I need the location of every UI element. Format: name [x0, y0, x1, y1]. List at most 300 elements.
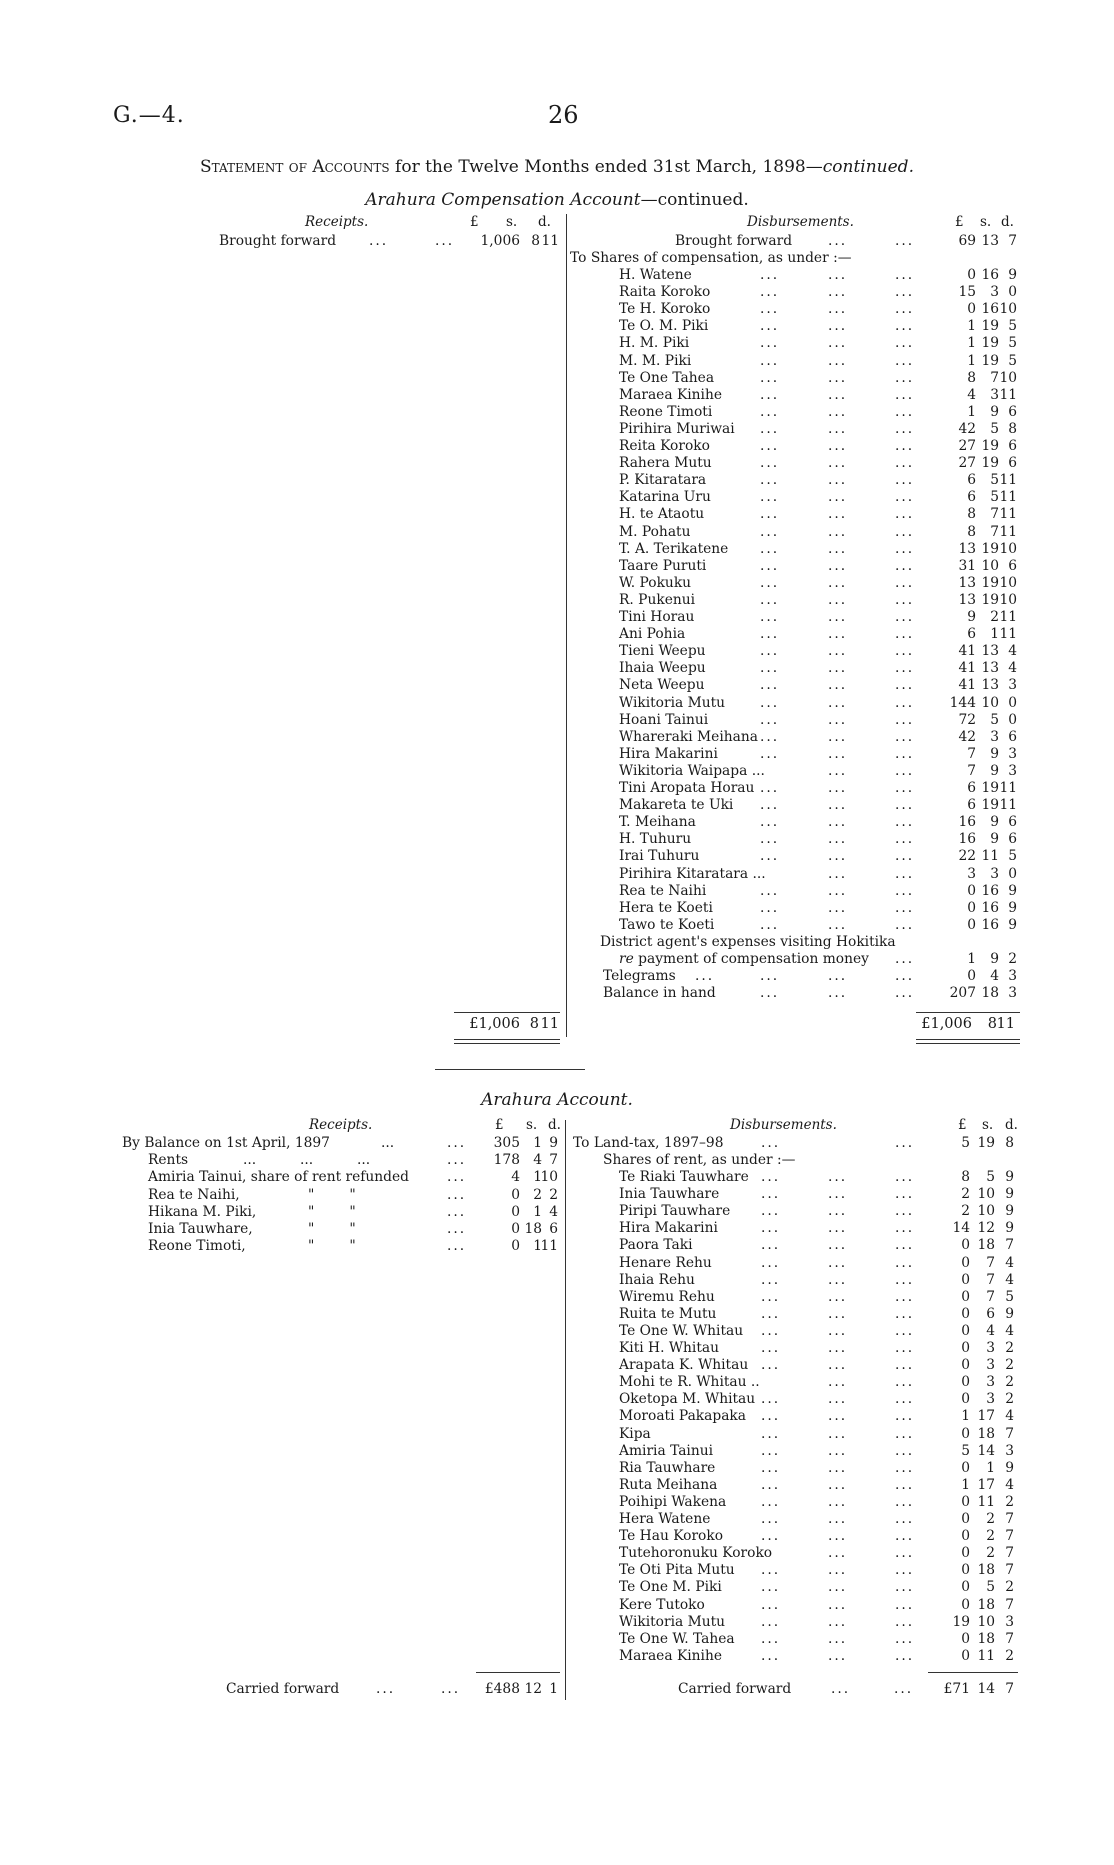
section1-receipts-total-rule-top — [454, 1012, 560, 1013]
amount-l: 8 — [967, 369, 976, 386]
disb-row — [573, 1306, 1018, 1323]
amount-l: 6 — [967, 489, 976, 506]
dots: ... — [895, 1340, 915, 1356]
dots: ... — [895, 1169, 915, 1185]
dots: ... — [895, 1374, 915, 1391]
dots: ... — [828, 472, 848, 489]
amount-s: 18 — [977, 1596, 995, 1613]
amount-l: 3 — [967, 865, 976, 882]
receipt-mid: " " — [308, 1238, 356, 1255]
amount-d: 11 — [999, 386, 1017, 403]
amount-d: 2 — [1005, 1357, 1014, 1374]
amount-s: 14 — [977, 1681, 995, 1697]
section2-receipts-carried — [226, 1681, 560, 1698]
amount-l: 16 — [958, 831, 976, 848]
amount-d: 11 — [540, 1238, 558, 1255]
disb-row — [570, 746, 1020, 763]
dots: ... — [895, 318, 915, 335]
receipt-label: Inia Tauwhare, — [148, 1221, 253, 1237]
receipt-label: Rents — [148, 1152, 189, 1169]
dots: ... — [761, 1408, 781, 1425]
amount-d: 4 — [1005, 1322, 1014, 1339]
disb-row — [570, 780, 1020, 797]
carried-label: Carried forward — [678, 1681, 792, 1697]
dots: ... — [894, 1681, 914, 1697]
disb-row — [570, 866, 1020, 883]
dots: ... — [895, 369, 915, 386]
disb-row — [573, 1528, 1018, 1545]
amount-d: 11 — [541, 233, 559, 249]
amount-l: 13 — [958, 591, 976, 608]
amount-d: 4 — [1005, 1476, 1014, 1493]
disb-row — [570, 797, 1020, 814]
amount-l: 41 — [958, 643, 976, 660]
amount-d: 7 — [1005, 1237, 1014, 1254]
dots: ... — [760, 694, 780, 711]
amount-l: 69 — [958, 233, 976, 249]
dots: ... — [895, 1237, 915, 1254]
dots: ... — [895, 420, 915, 437]
amount-d: 9 — [1005, 1186, 1014, 1203]
amount-d: 7 — [1005, 1681, 1014, 1697]
amount-l: £71 — [943, 1681, 970, 1697]
dots: ... — [760, 455, 780, 472]
dots: ... — [828, 1391, 848, 1408]
dots: ... — [761, 1476, 781, 1493]
amount-s: 16 — [981, 916, 999, 933]
amount-d: 3 — [1008, 984, 1017, 1001]
dots: ... — [760, 984, 780, 1001]
receipt-mid: ... ... ... — [243, 1152, 371, 1169]
section2-receipts-col-l: £ — [495, 1117, 504, 1133]
section2-disb-header: Disbursements. — [730, 1117, 837, 1133]
section2-disb-col-s: s. — [982, 1117, 994, 1133]
payee-name: T. Meihana — [619, 814, 696, 831]
disb-row — [573, 1340, 1018, 1357]
disb-row — [570, 575, 1020, 592]
amount-d: 2 — [1005, 1374, 1014, 1391]
amount-l: 15 — [958, 284, 976, 301]
receipt-label: Rea te Naihi, — [148, 1186, 240, 1203]
amount-s: 19 — [981, 780, 999, 796]
payee-name: Henare Rehu — [619, 1254, 712, 1271]
dots: ... — [441, 1681, 461, 1697]
receipt-mid: ... — [381, 1135, 395, 1151]
section1-receipts-col-d: d. — [538, 214, 551, 230]
section1-disb-col-s: s. — [980, 214, 992, 230]
dots: ... — [761, 1528, 781, 1545]
payee-name: Te H. Koroko — [619, 301, 711, 318]
dots: ... — [895, 677, 915, 694]
dots: ... — [761, 1220, 781, 1237]
amount-d: 2 — [1008, 950, 1017, 967]
dots: ... — [760, 472, 780, 489]
amount-s: 7 — [986, 1271, 995, 1288]
amount-s: 3 — [990, 284, 999, 301]
dots: ... — [828, 797, 848, 814]
amount-l: 0 — [961, 1322, 970, 1339]
dots: ... — [828, 1220, 848, 1237]
amount-d: 9 — [549, 1135, 558, 1151]
dots: ... — [760, 797, 780, 814]
amount-l: 0 — [961, 1425, 970, 1442]
dots: ... — [761, 1459, 781, 1476]
amount-d: 7 — [1005, 1630, 1014, 1647]
amount-d: 8 — [1008, 420, 1017, 437]
payee-name: Oketopa M. Whitau — [619, 1391, 756, 1408]
section-separator — [435, 1069, 585, 1070]
landtax-label: To Land-tax, 1897–98 — [573, 1135, 724, 1151]
shares-heading: Shares of rent, as under :— — [603, 1152, 796, 1168]
payee-name: M. M. Piki — [619, 352, 692, 369]
dots: ... — [760, 318, 780, 335]
section1-title-italic: Arahura Compensation Account — [365, 190, 641, 210]
payee-name: R. Pukenui — [619, 591, 696, 608]
payee-name: Maraea Kinihe — [619, 1647, 723, 1664]
dots: ... — [760, 267, 780, 283]
payee-name: Te One W. Whitau — [619, 1322, 744, 1339]
payee-name: Tini Horau — [619, 609, 695, 625]
section2-disb-col-l: £ — [958, 1117, 967, 1133]
amount-d: 6 — [1008, 728, 1017, 745]
amount-d: 11 — [999, 609, 1017, 625]
dots: ... — [760, 899, 780, 916]
dots: ... — [895, 797, 915, 814]
dots: ... — [376, 1681, 396, 1697]
dots: ... — [895, 472, 915, 489]
amount-l: 27 — [958, 455, 976, 472]
payee-name: Wikitoria Waipapa ... — [619, 762, 765, 779]
section1-disb-header: Disbursements. — [747, 214, 854, 230]
dots: ... — [761, 1493, 781, 1510]
dots: ... — [761, 1613, 781, 1630]
amount-l: 0 — [961, 1254, 970, 1271]
dots: ... — [761, 1271, 781, 1288]
amount-l: 0 — [967, 267, 976, 283]
amount-l: 41 — [958, 677, 976, 694]
receipt-row — [148, 1169, 560, 1186]
payee-name: Taare Puruti — [619, 557, 707, 574]
dots: ... — [895, 1459, 915, 1476]
amount-l: 305 — [493, 1135, 520, 1151]
payee-name: Wiremu Rehu — [619, 1288, 715, 1305]
amount-l: 31 — [958, 557, 976, 574]
dots: ... — [828, 369, 848, 386]
amount-l: 0 — [961, 1374, 970, 1391]
balance-label: Balance in hand — [603, 984, 716, 1001]
disb-row — [570, 900, 1020, 917]
dots: ... — [895, 745, 915, 762]
amount-l: 0 — [967, 899, 976, 916]
amount-s: 3 — [990, 728, 999, 745]
payee-name: Tawo te Koeti — [619, 916, 715, 933]
dots: ... — [895, 1288, 915, 1305]
amount-l: 1 — [967, 403, 976, 420]
amount-s: 6 — [986, 1305, 995, 1322]
payee-name: Neta Weepu — [619, 677, 705, 694]
district-rest: payment of compensation money — [638, 950, 869, 967]
dots: ... — [828, 1545, 848, 1562]
disb-row — [573, 1374, 1018, 1391]
disb-row — [573, 1579, 1018, 1596]
amount-s: 16 — [981, 267, 999, 283]
dots: ... — [761, 1562, 781, 1579]
dots: ... — [760, 780, 780, 796]
dots: ... — [895, 711, 915, 728]
amount-s: 5 — [986, 1169, 995, 1185]
amount-s: 12 — [977, 1220, 995, 1237]
dots: ... — [828, 284, 848, 301]
amount-d: 2 — [1005, 1493, 1014, 1510]
dots: ... — [828, 506, 848, 523]
amount-s: 8 — [987, 1016, 997, 1032]
amount-l: 0 — [967, 916, 976, 933]
amount-l: 1 — [967, 335, 976, 352]
dots: ... — [760, 506, 780, 523]
payee-name: Te One M. Piki — [619, 1579, 722, 1596]
amount-l: £1,006 — [921, 1016, 972, 1032]
dots: ... — [895, 814, 915, 831]
dots: ... — [828, 882, 848, 899]
amount-d: 11 — [999, 489, 1017, 506]
amount-s: 1 — [533, 1238, 542, 1255]
payee-name: Inia Tauwhare — [619, 1186, 720, 1203]
dots: ... — [895, 1476, 915, 1493]
amount-s: 2 — [986, 1528, 995, 1545]
disb-row — [570, 712, 1020, 729]
dots: ... — [828, 609, 848, 625]
disb-row — [573, 1391, 1018, 1408]
dots: ... — [761, 1391, 781, 1408]
amount-d: 11 — [540, 1016, 559, 1032]
payee-name: Maraea Kinihe — [619, 386, 723, 403]
dots: ... — [895, 1391, 915, 1408]
amount-s: 2 — [990, 609, 999, 625]
section1-divider — [566, 214, 567, 1037]
amount-d: 9 — [1005, 1459, 1014, 1476]
payee-name: P. Kitaratara — [619, 472, 707, 489]
disb-row — [570, 643, 1020, 660]
amount-l: 0 — [961, 1237, 970, 1254]
dots: ... — [895, 233, 915, 249]
amount-s: 18 — [977, 1630, 995, 1647]
dots: ... — [760, 609, 780, 625]
amount-d: 5 — [1005, 1288, 1014, 1305]
payee-name: Hera Watene — [619, 1511, 711, 1527]
amount-s: 19 — [981, 540, 999, 557]
payee-name: Piripi Tauwhare — [619, 1203, 731, 1220]
disb-row — [573, 1614, 1018, 1631]
amount-s: 19 — [981, 797, 999, 814]
amount-s: 9 — [990, 403, 999, 420]
dots: ... — [895, 574, 915, 591]
dots: ... — [828, 489, 848, 506]
amount-l: 207 — [949, 984, 976, 1001]
dots: ... — [895, 438, 915, 454]
dots: ... — [760, 523, 780, 540]
dots: ... — [828, 1493, 848, 1510]
dots: ... — [828, 1357, 848, 1374]
receipt-label: Hikana M. Piki, — [148, 1203, 257, 1220]
amount-l: £488 — [484, 1681, 520, 1697]
amount-d: 4 — [1005, 1271, 1014, 1288]
dots: ... — [760, 489, 780, 506]
payee-name: Whareraki Meihana — [619, 728, 758, 745]
dots: ... — [828, 1374, 848, 1391]
payee-name: Rea te Naihi — [619, 882, 707, 899]
dots: ... — [828, 438, 848, 454]
amount-d: 6 — [549, 1221, 558, 1237]
dots: ... — [760, 369, 780, 386]
amount-d: 7 — [1008, 233, 1017, 249]
dots: ... — [369, 233, 389, 249]
dots: ... — [828, 780, 848, 796]
dots: ... — [895, 523, 915, 540]
amount-d: 4 — [1008, 643, 1017, 660]
amount-s: 19 — [981, 574, 999, 591]
dots: ... — [447, 1186, 467, 1203]
dots: ... — [895, 899, 915, 916]
amount-s: 18 — [981, 984, 999, 1001]
dots: ... — [761, 1340, 781, 1356]
dots: ... — [895, 1220, 915, 1237]
amount-l: 41 — [958, 660, 976, 677]
amount-l: 1 — [961, 1476, 970, 1493]
dots: ... — [895, 728, 915, 745]
dots: ... — [447, 1221, 467, 1237]
amount-s: 11 — [977, 1493, 995, 1510]
payee-name: Moroati Pakapaka — [619, 1408, 747, 1425]
disb-row — [570, 370, 1020, 387]
disb-brought-forward — [570, 233, 1020, 250]
receipt-label: Amiria Tainui, share of rent refunded — [148, 1169, 409, 1186]
dots: ... — [895, 489, 915, 506]
dots: ... — [760, 301, 780, 318]
payee-name: Paora Taki — [619, 1237, 693, 1254]
amount-s: 7 — [990, 506, 999, 523]
dots: ... — [828, 1562, 848, 1579]
receipt-row — [148, 1221, 560, 1238]
dots: ... — [828, 1579, 848, 1596]
amount-l: 0 — [961, 1562, 970, 1579]
amount-l: 144 — [949, 694, 976, 711]
section1-receipts-col-l: £ — [470, 214, 479, 230]
amount-d: 9 — [1008, 916, 1017, 933]
disb-row — [570, 558, 1020, 575]
dots: ... — [761, 1288, 781, 1305]
dots: ... — [895, 865, 915, 882]
amount-d: 9 — [1005, 1169, 1014, 1185]
amount-d: 3 — [1008, 677, 1017, 694]
dots: ... — [760, 335, 780, 352]
dots: ... — [760, 438, 780, 454]
dots: ... — [760, 677, 780, 694]
amount-s: 1 — [533, 1135, 542, 1151]
amount-l: 0 — [967, 301, 976, 318]
amount-s: 18 — [524, 1221, 542, 1237]
amount-d: 8 — [1005, 1135, 1014, 1151]
dots: ... — [828, 267, 848, 283]
amount-s: 7 — [986, 1288, 995, 1305]
dots: ... — [895, 1186, 915, 1203]
amount-d: 0 — [1008, 711, 1017, 728]
amount-d: 10 — [540, 1169, 558, 1186]
amount-s: 19 — [981, 591, 999, 608]
amount-s: 5 — [986, 1579, 995, 1596]
disb-row — [570, 335, 1020, 352]
amount-s: 9 — [990, 745, 999, 762]
amount-l: 0 — [961, 1391, 970, 1408]
amount-d: 9 — [1005, 1203, 1014, 1220]
amount-s: 9 — [990, 950, 999, 967]
amount-s: 10 — [977, 1186, 995, 1203]
amount-l: 0 — [961, 1271, 970, 1288]
amount-d: 7 — [1005, 1545, 1014, 1562]
amount-d: 7 — [1005, 1562, 1014, 1579]
dots: ... — [895, 1322, 915, 1339]
section1-disb-total — [900, 1016, 1020, 1033]
section1-receipts-total-rule-bottom — [454, 1039, 560, 1044]
telegrams-label: Telegrams — [603, 967, 676, 984]
dots: ... — [761, 1305, 781, 1322]
amount-l: 72 — [958, 711, 976, 728]
dots: ... — [760, 728, 780, 745]
dots: ... — [828, 762, 848, 779]
payee-name: Hoani Tainui — [619, 711, 709, 728]
amount-s: 10 — [977, 1613, 995, 1630]
amount-l: 42 — [958, 420, 976, 437]
disb-row — [573, 1494, 1018, 1511]
dots: ... — [828, 318, 848, 335]
section1-disb-col-d: d. — [1001, 214, 1014, 230]
dots: ... — [761, 1511, 781, 1527]
receipt-label: Reone Timoti, — [148, 1238, 246, 1255]
disb-row — [570, 848, 1020, 865]
section2-divider — [565, 1120, 566, 1700]
receipt-row — [148, 1152, 560, 1169]
dots: ... — [828, 745, 848, 762]
receipt-mid: " " — [308, 1221, 356, 1237]
amount-s: 11 — [977, 1647, 995, 1664]
amount-l: 9 — [967, 609, 976, 625]
amount-s: 5 — [990, 420, 999, 437]
amount-d: 7 — [1005, 1511, 1014, 1527]
disb-row — [570, 301, 1020, 318]
disb-row — [573, 1220, 1018, 1237]
amount-s: 5 — [990, 472, 999, 489]
payee-name: Rahera Mutu — [619, 455, 712, 472]
payee-name: Reone Timoti — [619, 403, 713, 420]
dots: ... — [828, 1528, 848, 1545]
section2-disb-carried — [678, 1681, 1018, 1698]
statement-heading-rest: for the Twelve Months ended 31st March, 1898— — [395, 157, 823, 177]
receipt-mid: " " — [308, 1203, 356, 1220]
payee-name: Makareta te Uki — [619, 797, 734, 814]
amount-d: 5 — [1008, 335, 1017, 352]
amount-d: 5 — [1008, 318, 1017, 335]
dots: ... — [828, 1459, 848, 1476]
payee-name: H. Tuhuru — [619, 831, 692, 848]
payee-name: Irai Tuhuru — [619, 848, 700, 865]
carried-label: Carried forward — [226, 1681, 340, 1697]
receipt-row — [219, 233, 560, 250]
payee-name: H. Watene — [619, 267, 692, 283]
amount-d: 4 — [1005, 1254, 1014, 1271]
dots: ... — [828, 523, 848, 540]
disb-row — [573, 1408, 1018, 1425]
amount-l: 13 — [958, 540, 976, 557]
amount-l: 5 — [961, 1135, 970, 1151]
